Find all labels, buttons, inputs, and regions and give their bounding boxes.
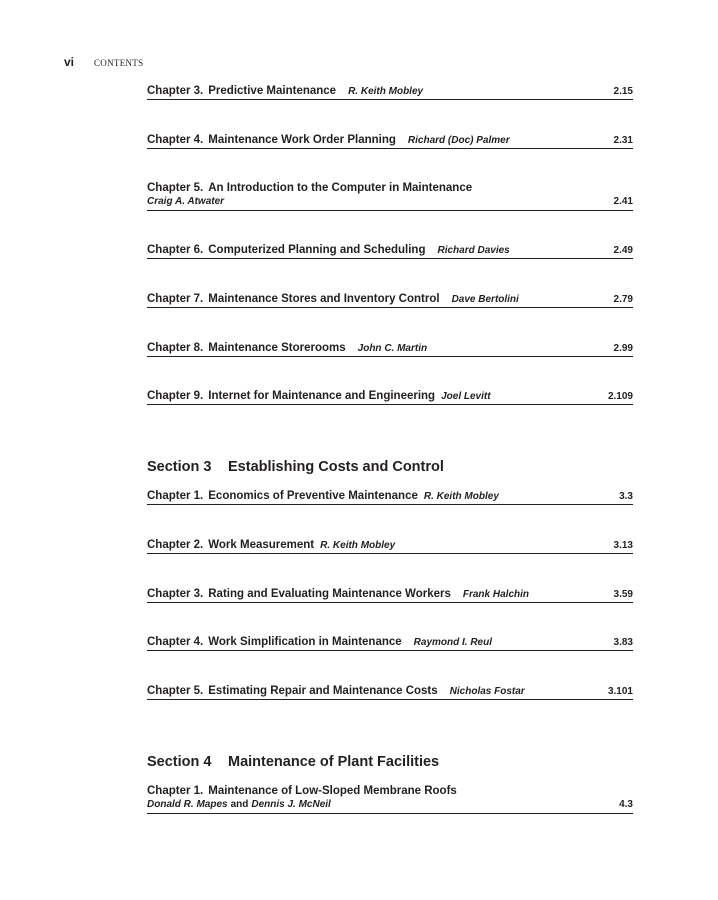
chapter-title: An Introduction to the Computer in Maintenance <box>208 182 473 194</box>
toc-entry[interactable] <box>147 587 633 603</box>
toc-entry[interactable] <box>147 243 633 259</box>
chapter-label: Chapter 8. <box>147 342 204 354</box>
chapter-label: Chapter 7. <box>147 293 204 305</box>
chapter-page: 3.3 <box>619 491 633 502</box>
chapter-title: Maintenance Storerooms <box>208 342 346 354</box>
chapter-page: 2.41 <box>613 196 633 207</box>
toc-entry[interactable] <box>147 181 633 211</box>
toc-entry[interactable] <box>147 84 633 100</box>
chapter-page: 2.99 <box>613 343 633 354</box>
chapter-author: R. Keith Mobley <box>320 540 396 551</box>
chapter-label: Chapter 3. <box>147 85 204 97</box>
section-title: Maintenance of Plant Facilities <box>228 754 440 770</box>
chapter-label: Chapter 5. <box>147 685 204 697</box>
page-number: vi <box>64 55 75 69</box>
section-heading <box>147 754 439 770</box>
chapter-label: Chapter 2. <box>147 539 204 551</box>
section-number: Section 3 <box>147 459 212 475</box>
chapter-label: Chapter 4. <box>147 636 204 648</box>
chapter-page: 3.13 <box>613 540 633 551</box>
chapter-page: 2.79 <box>613 294 633 305</box>
chapter-title: Maintenance of Low-Sloped Membrane Roofs <box>208 785 457 797</box>
chapter-page: 2.31 <box>613 135 633 146</box>
section-title: Establishing Costs and Control <box>228 459 444 475</box>
toc-entry[interactable] <box>147 133 633 149</box>
chapter-author: Donald R. Mapes <box>147 799 228 810</box>
chapter-author: Dave Bertolini <box>451 294 519 305</box>
chapter-author: Nicholas Fostar <box>449 686 525 697</box>
chapter-author: Craig A. Atwater <box>147 196 225 207</box>
chapter-author: John C. Martin <box>357 343 428 354</box>
chapter-title: Internet for Maintenance and Engineering <box>208 390 436 402</box>
toc-entry[interactable] <box>147 684 633 700</box>
running-head <box>64 55 143 69</box>
chapter-page: 3.83 <box>613 637 633 648</box>
section-number: Section 4 <box>147 754 212 770</box>
chapter-title: Work Measurement <box>208 539 315 551</box>
chapter-label: Chapter 4. <box>147 134 204 146</box>
toc-entry[interactable] <box>147 538 633 554</box>
toc-entry[interactable] <box>147 784 633 814</box>
chapter-page: 3.59 <box>613 589 633 600</box>
chapter-label: Chapter 1. <box>147 785 204 797</box>
toc-entry[interactable] <box>147 635 633 651</box>
toc-entry[interactable] <box>147 341 633 357</box>
chapter-label: Chapter 1. <box>147 490 204 502</box>
chapter-page: 2.15 <box>613 86 633 97</box>
chapter-title: Maintenance Work Order Planning <box>208 134 396 146</box>
chapter-label: Chapter 3. <box>147 588 204 600</box>
chapter-author: Frank Halchin <box>462 589 530 600</box>
chapter-title: Work Simplification in Maintenance <box>208 636 402 648</box>
chapter-title: Predictive Maintenance <box>208 85 337 97</box>
chapter-page: 2.49 <box>613 245 633 256</box>
chapter-page: 2.109 <box>607 391 633 402</box>
chapter-label: Chapter 6. <box>147 244 204 256</box>
chapter-title: Estimating Repair and Maintenance Costs <box>208 685 438 697</box>
chapter-title: Maintenance Stores and Inventory Control <box>208 293 440 305</box>
chapter-author: R. Keith Mobley <box>348 86 424 97</box>
chapter-author: Richard Davies <box>437 245 510 256</box>
chapter-page: 4.3 <box>619 799 633 810</box>
running-title: CONTENTS <box>94 58 144 68</box>
chapter-title: Economics of Preventive Maintenance <box>208 490 418 502</box>
chapter-label: Chapter 5. <box>147 182 204 194</box>
chapter-label: Chapter 9. <box>147 390 204 402</box>
section-heading <box>147 459 444 475</box>
toc-entry[interactable] <box>147 389 633 405</box>
chapter-title: Rating and Evaluating Maintenance Workers <box>208 588 451 600</box>
chapter-author: Richard (Doc) Palmer <box>407 135 510 146</box>
toc-entry[interactable] <box>147 489 633 505</box>
toc-entry[interactable] <box>147 292 633 308</box>
chapter-page: 3.101 <box>607 686 633 697</box>
author-conjunction: and <box>230 799 249 810</box>
chapter-author-2: Dennis J. McNeil <box>251 799 331 810</box>
chapter-author: Joel Levitt <box>441 391 491 402</box>
chapter-author: Raymond I. Reul <box>413 637 493 648</box>
chapter-author: R. Keith Mobley <box>423 491 499 502</box>
chapter-title: Computerized Planning and Scheduling <box>208 244 426 256</box>
